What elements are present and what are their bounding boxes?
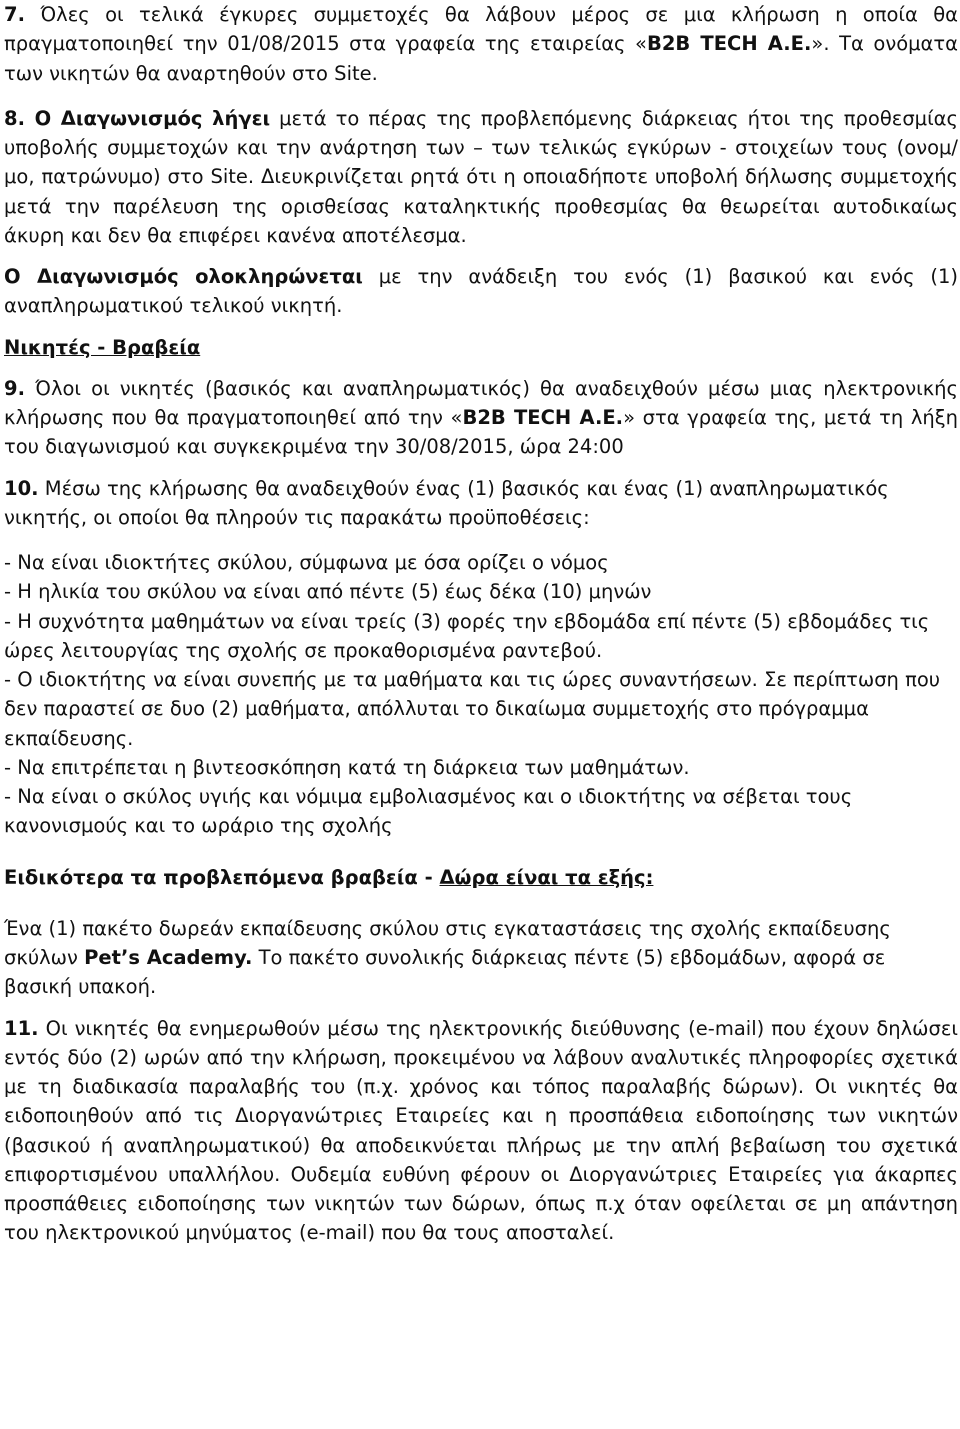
list-item: - Να είναι ιδιοκτήτες σκύλου, σύμφωνα με όσα ορίζει ο νόμος [4, 551, 609, 574]
heading-text: Νικητές - Βραβεία [4, 335, 201, 359]
company-name: B2B TECH A.E. [462, 406, 624, 429]
list-item: - Να επιτρέπεται η βιντεοσκόπηση κατά τη διάρκεια των μαθημάτων. [4, 755, 690, 779]
paragraph-11 [4, 1014, 958, 1248]
paragraph-text: Μέσω της κλήρωσης θα αναδειχθούν ένας (1) βασικός και ένας (1) αναπληρωματικός νικητής, οι οποίοι θα πληρούν τις παρακάτω προϋποθέσεις: [4, 476, 889, 529]
prizes-heading [4, 863, 958, 892]
paragraph-text: Το πακέτο συνολικής διάρκειας πέντε (5) εβδομάδων, αφορά σε βασική υπακοή. [4, 946, 886, 999]
paragraph-lead: Ο Διαγωνισμός ολοκληρώνεται [4, 265, 363, 288]
heading-text-underlined: Δώρα είναι τα εξής: [439, 865, 654, 889]
paragraph-text: » στα γραφεία της, μετά τη λήξη του διαγωνισμού και συγκεκριμένα την 30/08/2015, ώρα 24:00 [4, 406, 959, 459]
paragraph-8 [4, 104, 958, 250]
paragraph-9 [4, 374, 958, 462]
paragraph-lead: 8. Ο Διαγωνισμός λήγει [4, 106, 271, 130]
paragraph-text: με την ανάδειξη του ενός (1) βασικού και ενός (1) αναπληρωματικού τελικού νικητή. [4, 265, 958, 318]
paragraph-text: Ένα (1) πακέτο δωρεάν εκπαίδευσης σκύλου στις εγκαταστάσεις της σχολής εκπαίδευσης σκύλων [4, 916, 891, 969]
paragraph-8-completion [4, 262, 958, 321]
section-heading-winners [4, 333, 958, 362]
paragraph-number: 10. [4, 476, 39, 500]
paragraph-text: Όλοι οι νικητές (βασικός και αναπληρωματικός) θα αναδειχθούν μέσω μιας ηλεκτρονικής κλήρωσης που θα πραγματοποιηθεί από την « [4, 376, 958, 429]
paragraph-10 [4, 474, 958, 533]
list-item: - Η ηλικία του σκύλου να είναι από πέντε (5) έως δέκα (10) μηνών [4, 580, 652, 604]
paragraph-text: Οι νικητές θα ενημερωθούν μέσω της ηλεκτρονικής διεύθυνσης (e-mail) που έχουν δηλώσει εντός δύο (2) ωρών από την κλήρωση, προκειμένου να λάβουν αναλυτικές πληροφορίες σχετικά με τη διαδικασία παραλαβής του (π.χ. χρόνος και τόπος παραλαβής δώρων). Οι νικητές θα ειδοποιηθούν από τις Διοργανώτριες Εταιρείες και η προσπάθεια ειδοποίησης των νικητών (βασικού ή αναπληρωματικού) θα αποδεικνύεται πλήρως με την απλή βεβαίωση του σχετικά επιφορτισμένου υπαλλήλου. Ουδεμία ευθύνη φέρουν οι Διοργανώτριες Εταιρείες για άκαρπες προσπάθειες ειδοποίησης των νικητών των δώρων, όπως π.χ όταν οφείλεται σε μη απάντηση του ηλεκτρονικού μηνύματος (e-mail) που θα τους αποσταλεί. [4, 1016, 958, 1245]
list-item: - Να είναι ο σκύλος υγιής και νόμιμα εμβολιασμένος και ο ιδιοκτήτης να σέβεται τους κανονισμούς και το ωράριο της σχολής [4, 785, 853, 838]
paragraph-text: Όλες οι τελικά έγκυρες συμμετοχές θα λάβουν μέρος σε μια κλήρωση η οποία θα πραγματοποιηθεί την 01/08/2015 στα γραφεία της εταιρείας « [4, 3, 958, 56]
academy-name: Pet’s Academy. [84, 946, 253, 969]
paragraph-number: 11. [4, 1016, 39, 1040]
list-item: - Η συχνότητα μαθημάτων να είναι τρείς (3) φορές την εβδομάδα επί πέντε (5) εβδομάδες τις ώρες λειτουργίας της σχολής σε προκαθορισμένα ραντεβού. [4, 609, 930, 662]
company-name: B2B TECH A.E. [646, 32, 812, 56]
paragraph-number: 9. [4, 376, 25, 400]
prize-description [4, 914, 958, 1002]
list-item: - Ο ιδιοκτήτης να είναι συνεπής με τα μαθήματα και τις ώρες συναντήσεων. Σε περίπτωση που δεν παραστεί σε δυο (2) μαθήματα, απόλλυται το δικαίωμα συμμετοχής στο πρόγραμμα εκπαίδευσης. [4, 668, 941, 750]
paragraph-text: ». Τα ονόματα των νικητών θα αναρτηθούν στο Site. [4, 32, 959, 85]
paragraph-7 [4, 0, 958, 88]
heading-text: Ειδικότερα τα προβλεπόμενα βραβεία - [4, 865, 440, 889]
paragraph-text: μετά το πέρας της προβλεπόμενης διάρκειας ήτοι της προθεσμίας υποβολής συμμετοχών και την ανάρτηση των – των τελικώς εγκύρων - στοιχείων τους (ονομ/μο, πατρώνυμο) στο Site. Διευκρινίζεται ρητά ότι η οποιαδήποτε υποβολή δήλωσης συμμετοχής μετά την παρέλευση της ορισθείσας καταληκτικής προθεσμίας θα θεωρείται αυτοδικαίως άκυρη και δεν θα επιφέρει κανένα αποτέλεσμα. [4, 106, 958, 247]
conditions-list [4, 548, 958, 841]
paragraph-number: 7. [4, 3, 25, 26]
